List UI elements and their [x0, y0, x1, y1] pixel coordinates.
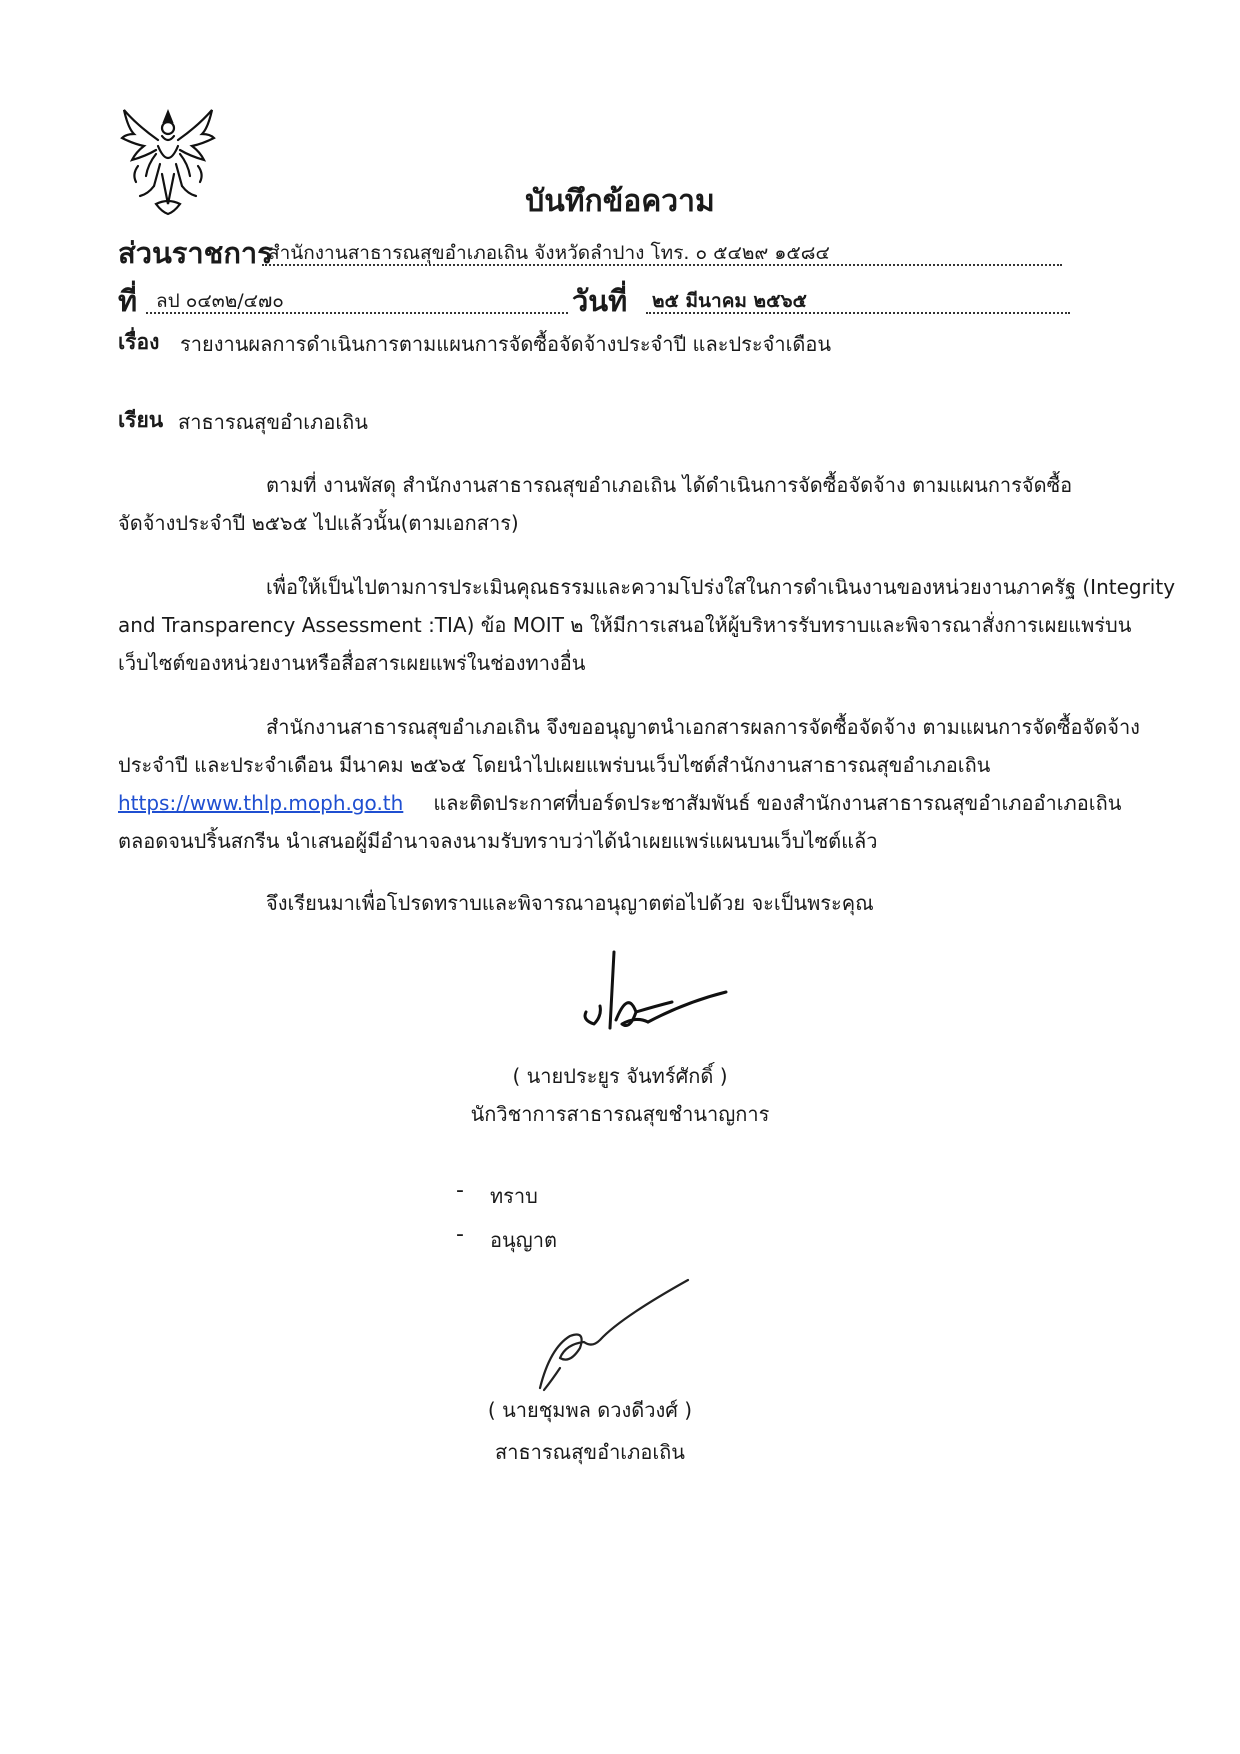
approval-item-acknowledge: ทราบ	[490, 1184, 538, 1208]
subject-label: เรื่อง	[118, 330, 160, 354]
subject-value: รายงานผลการดำเนินการตามแผนการจัดซื้อจัดจ้างประจำปี และประจำเดือน	[180, 332, 832, 356]
memo-title: บันทึกข้อความ	[525, 184, 715, 219]
signer-2-position: สาธารณสุขอำเภอเถิน	[495, 1440, 685, 1464]
paragraph-3-line-2: ประจำปี และประจำเดือน มีนาคม ๒๕๖๕ โดยนำไปเผยแพร่บนเว็บไซต์สำนักงานสาธารณสุขอำเภอเถิน	[118, 753, 991, 777]
date-value: ๒๕ มีนาคม ๒๕๖๕	[652, 290, 807, 312]
signer-1-position: นักวิชาการสาธารณสุขชำนาญการ	[470, 1102, 770, 1126]
paragraph-1-line-1: ตามที่ งานพัสดุ สำนักงานสาธารณสุขอำเภอเถิน ได้ดำเนินการจัดซื้อจัดจ้าง ตามแผนการจัดซื้อ	[266, 473, 1073, 497]
paragraph-2-line-3: เว็บไซต์ของหน่วยงานหรือสื่อสารเผยแพร่ในช่องทางอื่น	[118, 651, 586, 675]
date-label: วันที่	[572, 284, 628, 318]
ref-label: ที่	[118, 284, 138, 318]
department-dotline	[262, 264, 1062, 266]
date-dotline	[646, 312, 1070, 314]
closing-line: จึงเรียนมาเพื่อโปรดทราบและพิจารณาอนุญาตต่อไปด้วย จะเป็นพระคุณ	[266, 891, 874, 915]
department-value: สำนักงานสาธารณสุขอำเภอเถิน จังหวัดลำปาง โทร. ๐ ๕๔๒๙ ๑๕๘๔	[268, 242, 830, 264]
approval-bullet-1: -	[456, 1178, 464, 1203]
department-label: ส่วนราชการ	[118, 236, 273, 270]
website-link[interactable]: https://www.thlp.moph.go.th	[118, 791, 404, 815]
paragraph-2-line-1: เพื่อให้เป็นไปตามการประเมินคุณธรรมและความโปร่งใสในการดำเนินงานของหน่วยงานภาครัฐ (Integrity	[266, 575, 1176, 599]
paragraph-3-line-3	[118, 784, 1121, 822]
signer-2-name: ( นายชุมพล ดวงดีวงศ์ )	[487, 1398, 693, 1422]
approval-bullet-2: -	[456, 1222, 464, 1247]
paragraph-3-line-4: ตลอดจนปริ้นสกรีน นำเสนอผู้มีอำนาจลงนามรับทราบว่าได้นำเผยแพร่แผนบนเว็บไซต์แล้ว	[118, 829, 878, 853]
paragraph-3-line-1: สำนักงานสาธารณสุขอำเภอเถิน จึงขออนุญาตนำเอกสารผลการจัดซื้อจัดจ้าง ตามแผนการจัดซื้อจัดจ้าง	[266, 715, 1140, 739]
paragraph-2-line-2: and Transparency Assessment :TIA) ข้อ MOIT ๒ ให้มีการเสนอให้ผู้บริหารรับทราบและพิจารณาสั่งการเผยแพร่บน	[118, 613, 1132, 637]
ref-value: ลป ๐๔๓๒/๔๗๐	[156, 290, 284, 312]
ref-dotline	[146, 312, 568, 314]
paragraph-3-line-3-rest: และติดประกาศที่บอร์ดประชาสัมพันธ์ ของสำนักงานสาธารณสุขอำเภออำเภอเถิน	[433, 791, 1122, 815]
signature-2-icon	[530, 1278, 700, 1398]
paragraph-1-line-2: จัดจ้างประจำปี ๒๕๖๕ ไปแล้วนั้น(ตามเอกสาร)	[118, 511, 519, 535]
salutation-label: เรียน	[118, 408, 164, 432]
signer-1-name: ( นายประยูร จันทร์ศักดิ์ )	[512, 1064, 728, 1088]
salutation-value: สาธารณสุขอำเภอเถิน	[178, 410, 368, 434]
signature-1-icon	[576, 950, 736, 1040]
approval-item-permit: อนุญาต	[490, 1228, 557, 1252]
